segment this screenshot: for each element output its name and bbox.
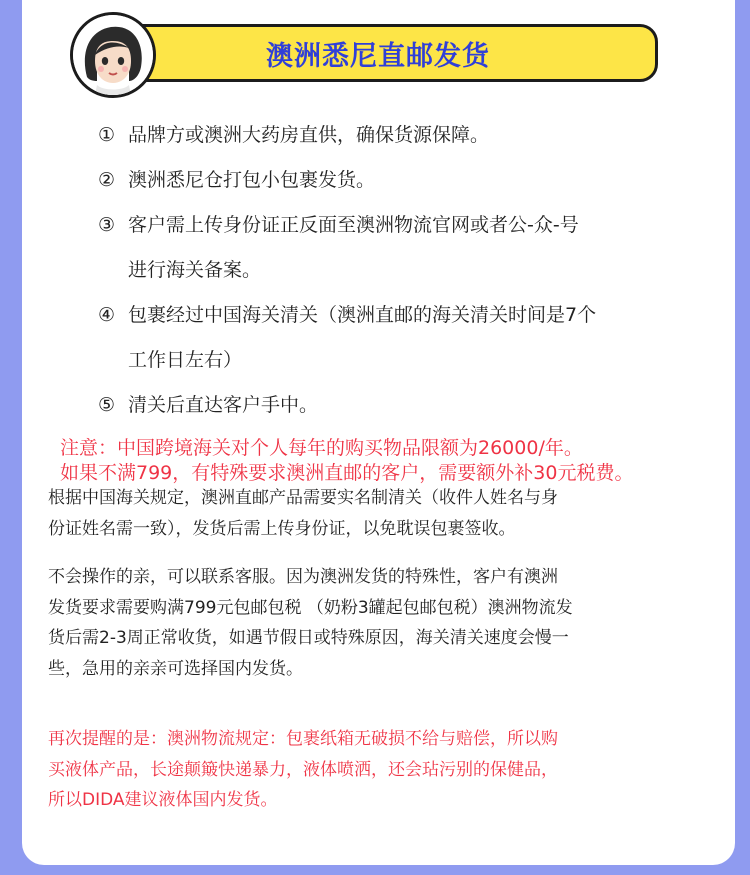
avatar-icon bbox=[70, 12, 156, 98]
step-text: 清关后直达客户手中。 bbox=[128, 394, 319, 416]
page-title bbox=[98, 24, 658, 82]
list-item bbox=[98, 158, 738, 203]
paragraph-line: 再次提醒的是：澳洲物流规定：包裹纸箱无破损不给与赔偿，所以购 bbox=[48, 729, 558, 749]
step-number: ⑤ bbox=[98, 394, 116, 416]
title-text: 澳洲悉尼直邮发货 bbox=[266, 40, 490, 72]
customs-paragraph bbox=[48, 483, 728, 544]
steps-list bbox=[98, 113, 738, 428]
list-item bbox=[98, 293, 738, 338]
step-number: ② bbox=[98, 169, 116, 191]
step-text-continued: 工作日左右） bbox=[128, 349, 243, 371]
list-item bbox=[98, 203, 738, 248]
paragraph-line: 不会操作的亲，可以联系客服。因为澳洲发货的特殊性，客户有澳洲 bbox=[48, 567, 558, 587]
step-text: 客户需上传身份证正反面至澳洲物流官网或者公-众-号 bbox=[128, 214, 579, 236]
paragraph-line: 根据中国海关规定，澳洲直邮产品需要实名制清关（收件人姓名与身 bbox=[48, 488, 558, 508]
paragraph-line: 货后需2-3周正常收货，如遇节假日或特殊原因，海关清关速度会慢一 bbox=[48, 628, 569, 648]
step-text: 品牌方或澳洲大药房直供，确保货源保障。 bbox=[128, 124, 490, 146]
step-number: ③ bbox=[98, 214, 116, 236]
shipping-paragraph bbox=[48, 562, 728, 684]
paragraph-line: 买液体产品，长途颠簸快递暴力，液体喷洒，还会玷污别的保健品， bbox=[48, 759, 558, 780]
step-number: ① bbox=[98, 124, 116, 146]
step-text: 澳洲悉尼仓打包小包裹发货。 bbox=[128, 169, 376, 191]
step-text-continued: 进行海关备案。 bbox=[128, 259, 262, 281]
notice-line: 如果不满799，有特殊要求澳洲直邮的客户，需要额外补30元税费。 bbox=[60, 462, 634, 484]
list-item bbox=[98, 113, 738, 158]
paragraph-line: 份证姓名需一致），发货后需上传身份证，以免耽误包裹签收。 bbox=[48, 518, 516, 539]
cartoon-woman-avatar-icon bbox=[73, 15, 153, 95]
paragraph-line: 发货要求需要购满799元包邮包税 （奶粉3罐起包邮包税）澳洲物流发 bbox=[48, 597, 573, 618]
step-number: ④ bbox=[98, 304, 116, 326]
reminder-paragraph bbox=[48, 724, 728, 816]
list-item bbox=[98, 383, 738, 428]
step-text: 包裹经过中国海关清关（澳洲直邮的海关清关时间是7个 bbox=[128, 304, 597, 326]
notice-block bbox=[60, 436, 633, 486]
notice-line: 注意：中国跨境海关对个人每年的购买物品限额为26000/年。 bbox=[60, 437, 583, 459]
paragraph-line: 所以DIDA建议液体国内发货。 bbox=[48, 790, 278, 810]
paragraph-line: 些，急用的亲亲可选择国内发货。 bbox=[48, 658, 303, 679]
